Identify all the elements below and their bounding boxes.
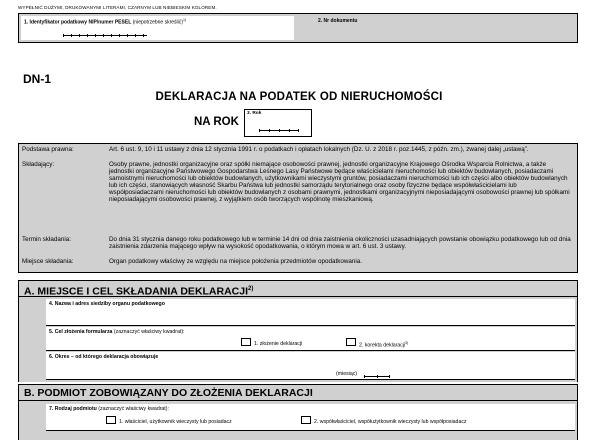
document-number-field bbox=[315, 16, 575, 40]
section-a-header bbox=[18, 280, 578, 297]
declaration-label: 1. złożenie deklaracji bbox=[254, 341, 303, 347]
correction-label-wrap bbox=[359, 341, 408, 349]
purpose-field bbox=[46, 327, 575, 351]
legal-basis-text: Art. 6 ust. 9, 10 i 11 ustawy z dnia 12 stycznia 1991 r. o podatkach i opłatach lokalnych (Dz. U. z 2018 r. poz.1445, z późn. zm.), zwanej dalej „ustawą”. bbox=[109, 146, 529, 153]
entity-type-label: 7. Rodzaj podmiotu bbox=[49, 406, 97, 412]
owner-checkbox[interactable] bbox=[106, 416, 116, 424]
co-owner-label: 2. współwłaściciel, współużytkownik wieczysty lub współposiadacz bbox=[314, 419, 467, 425]
section-a-footnote: 2) bbox=[248, 286, 254, 292]
entity-type-hint: (zaznaczyć właściwy kwadrat): bbox=[98, 406, 169, 412]
correction-checkbox[interactable] bbox=[346, 338, 356, 346]
tax-office-field[interactable] bbox=[46, 299, 575, 326]
document-number-label: 2. Nr dokumentu bbox=[318, 18, 358, 24]
entity-type-field bbox=[46, 404, 575, 431]
year-input-line bbox=[259, 130, 299, 131]
purpose-label: 5. Cel złożenia formularza bbox=[49, 329, 113, 335]
period-label: 6. Okres – od którego deklaracja obowiązuje bbox=[49, 354, 159, 360]
place-text: Organ podatkowy właściwy ze względu na miejsce położenia przedmiotów opodatkowania. bbox=[109, 258, 363, 265]
month-hint: (miesiąc) bbox=[336, 371, 358, 377]
section-a-title: A. MIEJSCE I CEL SKŁADANIA DEKLARACJI bbox=[24, 285, 249, 298]
tax-office-label: 4. Nazwa i adres siedziby organu podatkowego bbox=[49, 301, 165, 307]
filer-label: Składający: bbox=[22, 161, 55, 168]
correction-label: 2. korekta deklaracji bbox=[359, 342, 406, 349]
section-b-title: B. PODMIOT ZOBOWIĄZANY DO ZŁOŻENIA DEKLARACJI bbox=[24, 387, 313, 399]
form-title: DEKLARACJA NA PODATEK OD NIERUCHOMOŚCI bbox=[155, 91, 443, 103]
correction-footnote: 3) bbox=[405, 341, 409, 345]
nip-pesel-field[interactable] bbox=[21, 16, 294, 40]
year-prefix: NA ROK bbox=[194, 116, 239, 128]
section-a-fields bbox=[18, 297, 578, 382]
nip-pesel-hint: (niepotrzebne skreślić) bbox=[132, 19, 183, 26]
nip-pesel-footnote: 1) bbox=[182, 18, 187, 22]
year-field[interactable] bbox=[244, 109, 312, 137]
section-b-header bbox=[18, 384, 578, 401]
nip-input-line bbox=[63, 35, 147, 36]
filer-text: Osoby prawne, jednostki organizacyjne oraz spółki niemające osobowości prawnej, jednostki organizacyjne Krajowego Ośrodka Wsparcia Rolnictwa, a także jednostki organizacyjne Państwowego Gospodarstwa Leśnego Lasy Państwowe będące właścicielami nieruchomości lub obiektów budowlanych, posiadaczami samoistnymi nieruchomości lub obiektów budowlanych, użytkownikami wieczystymi gruntów, posiadaczami nieruchomości lub ich części albo obiektów budowlanych lub ich części, stanowiących własność Skarbu Państwa lub jednostki samorządu terytorialnego oraz osoby fizyczne będące współwłaścicielami lub współposiadaczami nieruchomości lub obiektów budowlanych z osobami prawnymi, jednostkami organizacyjnymi nieposiadającymi osobowości prawnej lub spółkami nieposiadającymi osobowości prawnej, z wyjątkiem osób tworzących wspólnotę mieszkaniową. bbox=[109, 161, 570, 204]
deadline-text: Do dnia 31 stycznia danego roku podatkowego lub w terminie 14 dni od dnia zaistnienia okoliczności uzasadniających powstanie obowiązku podatkowego lub od dnia zaistnienia zdarzenia mającego wpływ na wysokość opodatkowania, o którym mowa w art. 6 ust. 3 ustawy. bbox=[109, 236, 571, 251]
identifier-row bbox=[18, 13, 578, 43]
month-input-line bbox=[364, 376, 390, 377]
section-b-fields bbox=[18, 401, 578, 440]
year-label: 3. Rok bbox=[247, 111, 262, 116]
declaration-checkbox[interactable] bbox=[241, 338, 251, 346]
co-owner-checkbox[interactable] bbox=[301, 416, 311, 424]
period-field[interactable] bbox=[46, 352, 575, 380]
nip-pesel-label: 1. Identyfikator podatkowy NIP/numer PESEL bbox=[24, 19, 132, 26]
place-label: Miejsce składania: bbox=[22, 258, 74, 265]
owner-label: 1. właściciel, użytkownik wieczysty lub posiadacz bbox=[119, 419, 232, 425]
purpose-hint: (zaznaczyć właściwy kwadrat): bbox=[113, 329, 185, 335]
legal-basis-label: Podstawa prawna: bbox=[22, 146, 74, 153]
fill-instructions: WYPEŁNIĆ DUŻYMI, DRUKOWANYMI LITERAMI, CZARNYM LUB NIEBIESKIM KOLOREM. bbox=[18, 5, 217, 10]
legal-info-block bbox=[18, 143, 578, 273]
deadline-label: Termin składania: bbox=[22, 236, 71, 243]
form-code: DN-1 bbox=[23, 72, 52, 86]
